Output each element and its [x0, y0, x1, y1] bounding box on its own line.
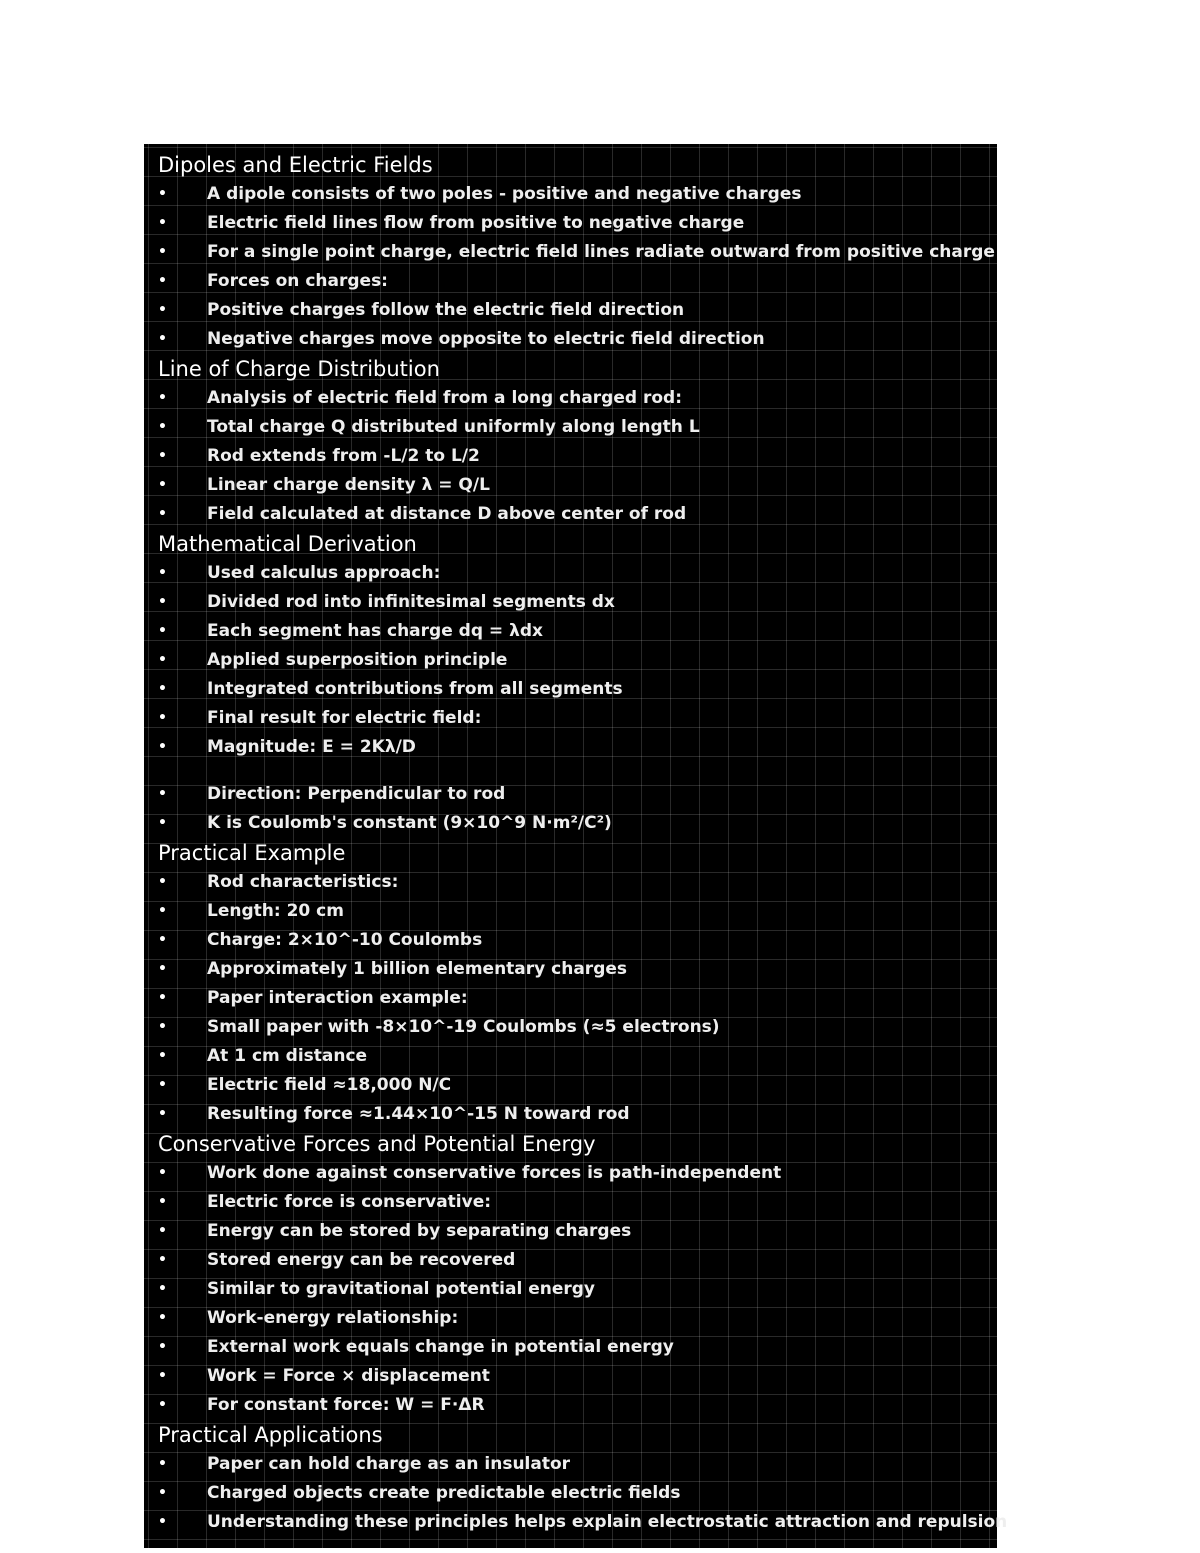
- list-item: [144, 209, 997, 238]
- bullet-icon: •: [158, 990, 167, 1006]
- list-item: [144, 238, 997, 267]
- list-item: [144, 267, 997, 296]
- bullet-list: [144, 180, 997, 354]
- list-item-text: Paper interaction example:: [207, 988, 468, 1008]
- bullet-icon: •: [158, 1397, 167, 1413]
- list-item-text: Stored energy can be recovered: [207, 1250, 516, 1270]
- list-item: [144, 1275, 997, 1304]
- list-item: [144, 1071, 997, 1100]
- list-item-text: Forces on charges:: [207, 271, 388, 291]
- bullet-icon: •: [158, 390, 167, 406]
- list-item-text: Each segment has charge dq = λdx: [207, 621, 543, 641]
- list-item-text: Used calculus approach:: [207, 563, 441, 583]
- list-item-text: Charged objects create predictable electric fields: [207, 1483, 681, 1503]
- list-item-text: Work done against conservative forces is path-independent: [207, 1163, 782, 1183]
- list-item-text: Negative charges move opposite to electric field direction: [207, 329, 765, 349]
- bullet-icon: •: [158, 1456, 167, 1472]
- list-item-text: Electric field lines flow from positive to negative charge: [207, 213, 745, 233]
- list-item-text: Integrated contributions from all segments: [207, 679, 623, 699]
- bullet-icon: •: [158, 1514, 167, 1530]
- list-item-text: For constant force: W = F·ΔR: [207, 1395, 485, 1415]
- list-item: [144, 1188, 997, 1217]
- bullet-icon: •: [158, 961, 167, 977]
- bullet-icon: •: [158, 302, 167, 318]
- bullet-list: [144, 384, 997, 529]
- bullet-icon: •: [158, 681, 167, 697]
- bullet-icon: •: [158, 1252, 167, 1268]
- bullet-icon: •: [158, 1368, 167, 1384]
- bullet-icon: •: [158, 1485, 167, 1501]
- list-item: [144, 897, 997, 926]
- bullet-icon: •: [158, 1106, 167, 1122]
- list-item-text: A dipole consists of two poles - positive and negative charges: [207, 184, 802, 204]
- list-item-text: Electric field ≈18,000 N/C: [207, 1075, 452, 1095]
- list-item: [144, 1304, 997, 1333]
- list-item: [144, 500, 997, 529]
- list-item-text: K is Coulomb's constant (9×10^9 N·m²/C²): [207, 813, 612, 833]
- list-item: [144, 471, 997, 500]
- bullet-icon: •: [158, 186, 167, 202]
- list-item-text: Electric force is conservative:: [207, 1192, 492, 1212]
- bullet-icon: •: [158, 1223, 167, 1239]
- list-item: [144, 559, 997, 588]
- bullet-icon: •: [158, 623, 167, 639]
- list-item: [144, 1391, 997, 1420]
- list-item: [144, 675, 997, 704]
- list-item: [144, 325, 997, 354]
- bullet-icon: •: [158, 903, 167, 919]
- bullet-icon: •: [158, 1165, 167, 1181]
- list-item-text: Paper can hold charge as an insulator: [207, 1454, 571, 1474]
- section-title: Practical Example: [158, 841, 346, 865]
- bullet-icon: •: [158, 594, 167, 610]
- bullet-icon: •: [158, 1281, 167, 1297]
- bullet-icon: •: [158, 1048, 167, 1064]
- section-title: Conservative Forces and Potential Energy: [158, 1132, 596, 1156]
- list-item-text: Analysis of electric field from a long charged rod:: [207, 388, 682, 408]
- list-item-text: Similar to gravitational potential energy: [207, 1279, 595, 1299]
- bullet-list: [144, 868, 997, 1129]
- list-item: [144, 442, 997, 471]
- list-item: [144, 1508, 1008, 1537]
- list-item: [144, 617, 997, 646]
- bullet-list: [144, 559, 997, 838]
- list-item-text: Linear charge density λ = Q/L: [207, 475, 490, 495]
- list-item-text: Total charge Q distributed uniformly along length L: [207, 417, 700, 437]
- bullet-icon: •: [158, 710, 167, 726]
- list-item: [144, 413, 997, 442]
- list-item: [144, 1100, 997, 1129]
- bullet-list: [144, 1450, 1008, 1537]
- list-item: [144, 733, 997, 762]
- list-item-text: Small paper with -8×10^-19 Coulombs (≈5 electrons): [207, 1017, 720, 1037]
- list-item-text: Approximately 1 billion elementary charges: [207, 959, 628, 979]
- list-item: [144, 384, 997, 413]
- list-item-text: At 1 cm distance: [207, 1046, 368, 1066]
- list-item-text: Work = Force × displacement: [207, 1366, 490, 1386]
- list-item-text: Field calculated at distance D above center of rod: [207, 504, 687, 524]
- bullet-icon: •: [158, 244, 167, 260]
- list-item-text: Rod extends from -L/2 to L/2: [207, 446, 480, 466]
- list-item-text: Length: 20 cm: [207, 901, 344, 921]
- list-item: [144, 646, 997, 675]
- list-item: [144, 704, 997, 733]
- section-title: Dipoles and Electric Fields: [158, 153, 433, 177]
- list-item-text: Positive charges follow the electric field direction: [207, 300, 685, 320]
- list-item-text: Rod characteristics:: [207, 872, 399, 892]
- bullet-icon: •: [158, 932, 167, 948]
- list-item-text: Charge: 2×10^-10 Coulombs: [207, 930, 483, 950]
- bullet-icon: •: [158, 419, 167, 435]
- list-item: [144, 1013, 997, 1042]
- list-item: [144, 1159, 997, 1188]
- list-item: [144, 1333, 997, 1362]
- bullet-list: [144, 1159, 997, 1420]
- list-item-text: Applied superposition principle: [207, 650, 508, 670]
- list-item-text: Divided rod into infinitesimal segments dx: [207, 592, 615, 612]
- notes-sheet: [144, 144, 1008, 1548]
- bullet-icon: •: [158, 786, 167, 802]
- list-item-text: Magnitude: E = 2Kλ/D: [207, 737, 416, 757]
- list-item: [144, 984, 997, 1013]
- bullet-icon: •: [158, 815, 167, 831]
- bullet-icon: •: [158, 1339, 167, 1355]
- section-title: Line of Charge Distribution: [158, 357, 440, 381]
- list-item: [144, 1217, 997, 1246]
- bullet-icon: •: [158, 506, 167, 522]
- bullet-icon: •: [158, 1194, 167, 1210]
- bullet-icon: •: [158, 215, 167, 231]
- list-item: [144, 1479, 997, 1508]
- list-item: [144, 868, 997, 897]
- bullet-icon: •: [158, 448, 167, 464]
- list-item: [144, 780, 997, 809]
- list-item: [144, 809, 997, 838]
- section-title: Mathematical Derivation: [158, 532, 417, 556]
- list-item-text: Final result for electric field:: [207, 708, 482, 728]
- bullet-icon: •: [158, 273, 167, 289]
- bullet-icon: •: [158, 1077, 167, 1093]
- list-item: [144, 296, 997, 325]
- bullet-icon: •: [158, 565, 167, 581]
- bullet-icon: •: [158, 331, 167, 347]
- list-item: [144, 180, 997, 209]
- bullet-icon: •: [158, 739, 167, 755]
- list-item-text: Work-energy relationship:: [207, 1308, 459, 1328]
- list-item-text: Resulting force ≈1.44×10^-15 N toward rod: [207, 1104, 630, 1124]
- list-item: [144, 1450, 997, 1479]
- bullet-icon: •: [158, 1019, 167, 1035]
- bullet-icon: •: [158, 477, 167, 493]
- list-item-text: For a single point charge, electric field lines radiate outward from positive charge: [207, 242, 995, 262]
- list-item-text: Energy can be stored by separating charges: [207, 1221, 632, 1241]
- bullet-icon: •: [158, 1310, 167, 1326]
- list-item: [144, 1362, 997, 1391]
- list-item: [144, 926, 997, 955]
- list-item: [144, 955, 997, 984]
- list-item-text: Understanding these principles helps explain electrostatic attraction and repulsion: [207, 1512, 1008, 1532]
- bullet-icon: •: [158, 652, 167, 668]
- list-item-text: Direction: Perpendicular to rod: [207, 784, 506, 804]
- list-item: [144, 588, 997, 617]
- section-title: Practical Applications: [158, 1423, 383, 1447]
- bullet-icon: •: [158, 874, 167, 890]
- list-item: [144, 1042, 997, 1071]
- list-item: [144, 1246, 997, 1275]
- list-item-text: External work equals change in potential energy: [207, 1337, 674, 1357]
